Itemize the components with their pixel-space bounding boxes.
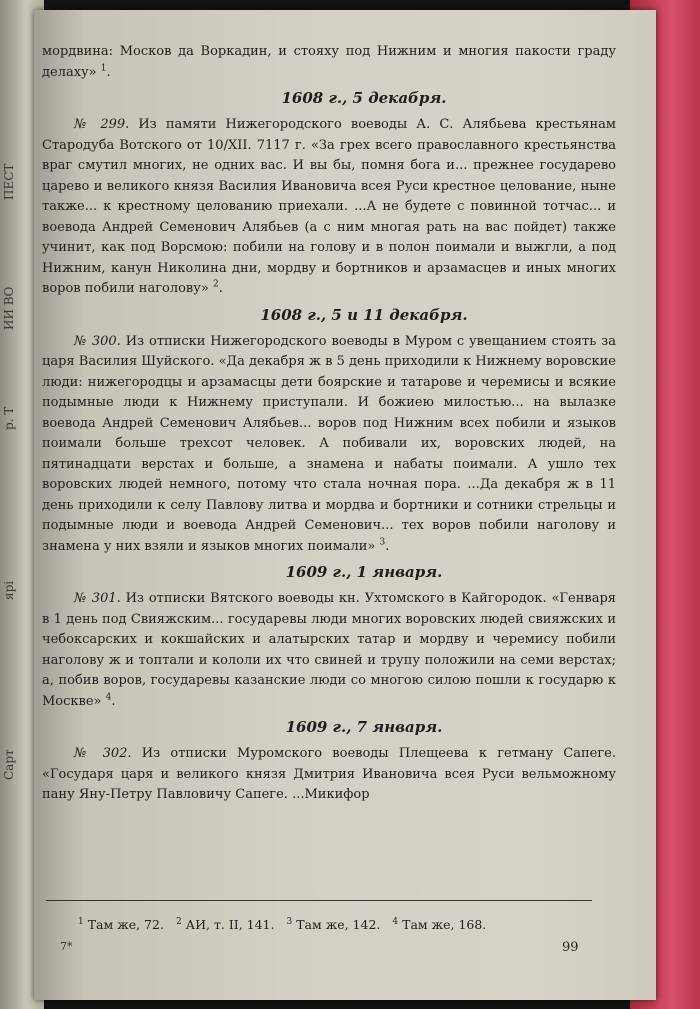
page-body — [42, 42, 616, 806]
printer-signature: 7* — [60, 940, 73, 953]
footnote — [78, 917, 170, 932]
left-fragment: р. Т — [2, 406, 16, 430]
footnote-mark: 3 — [286, 916, 293, 927]
entry-number: № 299. — [74, 117, 130, 132]
left-fragment: ИИ ВО — [2, 286, 16, 330]
footnote-mark: 2 — [175, 916, 182, 927]
document-entry — [42, 589, 616, 712]
footnote — [287, 917, 387, 932]
book-page — [34, 10, 656, 1000]
footnote-text: Там же, 142. — [296, 917, 381, 932]
footnote — [176, 917, 281, 932]
entry-text: Из отписки Нижегородского воеводы в Муром с увещанием стоять за царя Василия Шуйского. «Да декабря ж в 5 день приходили к Нижнему воровские люди: нижегородцы и арзамасцы дети боярские и татарове и черемисы и всякие подымные люди к Нижнему приступали. И божиею милостью... на вылазке воевода Андрей Семенович Алябьев... воров под Нижним всех побили и языков поимали больше трехсот человек. А побивали их, воровских людей, на пятинадцати верстах и больше, а знамена и набаты поимали. А ушло тех воровских людей немного, потому что стала ночная пора. ...Да декабря ж в 11 день приходили к селу Павлову литва и мордва и бортники и сотники стрельцы и подымные люди и воевода Андрей Семенович... тех воров побили наголову и знамена у них взяли и языков многих поимали» — [42, 333, 616, 554]
document-entry — [42, 115, 616, 300]
entry-text: Из отписки Муромского воеводы Плещеева к гетману Сапеге. «Государя царя и великого князя Дмитрия Ивановича всея Руси вельможному пану Яну-Петру Павловичу Сапеге. ...Микифор — [42, 746, 616, 802]
footnote — [392, 917, 492, 932]
entry-tail: . — [218, 281, 223, 296]
footnote-ref: 1 — [100, 63, 107, 74]
footnote-mark: 1 — [78, 916, 84, 927]
footnote-text: Там же, 72. — [87, 917, 164, 932]
document-entry — [42, 744, 616, 806]
date-heading: 1608 г., 5 декабря. — [281, 89, 447, 107]
footnote-ref: 2 — [212, 279, 219, 290]
entry-text: Из отписки Вятского воеводы кн. Ухтомского в Кайгородок. «Генваря в 1 день под Свияжским... государевы люди многих воровских людей свияжских и чебоксарских и кокшайских и алатырских татар и мордву и черемису побили наголову ж и топтали и кололи их что свиней и трупу положили на семи верстах; а, побив воров, государевы казанские люди со многою силою пошли к государю к Москве» — [42, 591, 616, 709]
entry-tail: . — [385, 538, 390, 554]
entry-number: № 301. — [74, 591, 121, 606]
footnote-ref: 3 — [379, 537, 386, 548]
document-entry — [42, 42, 616, 83]
document-entry — [42, 332, 616, 558]
footnote-rule — [46, 900, 592, 901]
page-number: 99 — [562, 940, 579, 955]
entry-number: № 302. — [74, 746, 132, 761]
entry-text: Из памяти Нижегородского воеводы А. С. Алябьева крестьянам Стародуба Вотского от 10/XII. 7117 г. «За грех всего православного крестьянства враг смутил многих, не одних вас. И вы бы, помня бога и... прежнее государево царево и великого князя Василия Ивановича всея Руси крестное целование, ныне также... к крестному целованию приехали. ...А не будете с повинной тотчас... и воевода Андрей Семенович Алябьев (а с ним многая рать на вас пойдет) также учинит, как под Ворсмою: побили на голову и в полон поимали и выжгли, а под Нижним, канун Николина дни, мордву и бортников и арзамасцев и иных многих воров побили наголову» — [42, 117, 616, 296]
left-fragment: ПЕСТ — [2, 163, 16, 200]
date-heading: 1608 г., 5 и 11 декабря. — [260, 305, 468, 324]
left-fragment: ярі — [2, 580, 16, 600]
footnote-mark: 4 — [392, 916, 399, 927]
date-heading: 1609 г., 7 января. — [285, 718, 443, 736]
footnotes — [78, 917, 498, 932]
footnote-text: АИ, т. II, 141. — [185, 917, 275, 932]
entry-tail: . — [106, 64, 111, 80]
left-fragment: Сарт — [2, 749, 16, 780]
entry-text: мордвина: Москов да Воркадин, и стояху под Нижним и многия пакости граду делаху» — [42, 44, 616, 80]
entry-tail: . — [111, 693, 116, 709]
footnote-ref: 4 — [105, 692, 112, 703]
entry-number: № 300. — [74, 333, 121, 349]
date-heading: 1609 г., 1 января. — [285, 563, 443, 581]
footnote-text: Там же, 168. — [402, 917, 487, 932]
